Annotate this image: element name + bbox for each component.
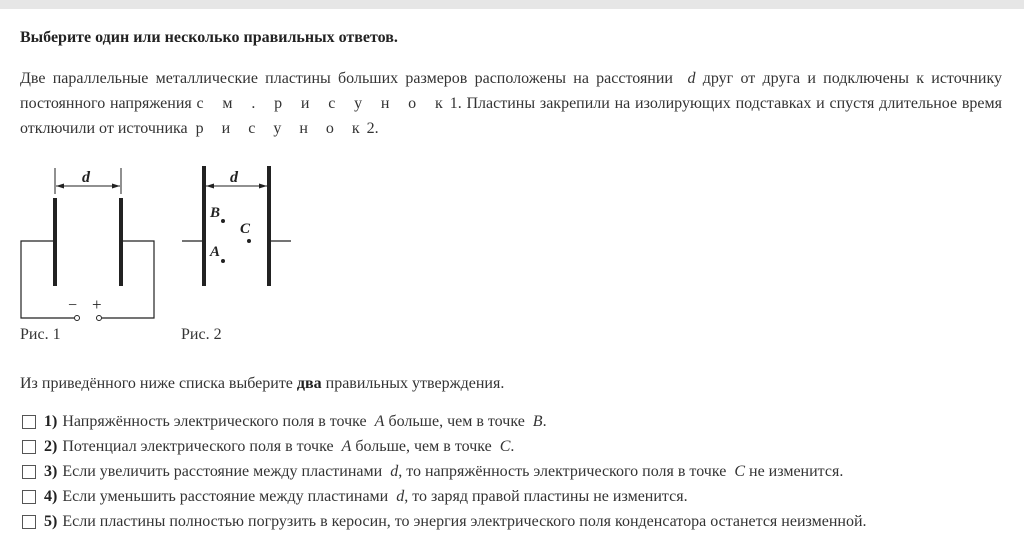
problem-part-1: Две параллельные металлические пластины больших размеров расположены на расстоянии [20,70,673,87]
option-var: C [499,437,511,455]
fig2-number: 2. [366,120,379,137]
option-5[interactable] [22,509,867,534]
option-var: A [341,437,352,455]
fig2-label-d: d [230,169,238,186]
minus-sign: − [68,297,78,314]
top-bar [0,0,1024,9]
see-figure-ref: с м . р и с у н о к [196,95,450,112]
option-number: 1) [44,412,58,430]
option-4[interactable] [22,484,867,509]
option-text: , то заряд правой пластины не изменится. [404,487,688,505]
point-C-label: C [240,221,251,237]
option-number: 2) [44,437,58,455]
option-text: Напряжённость электрического поля в точке [62,412,367,430]
point-A [221,259,225,263]
option-1[interactable] [22,409,867,434]
caption-fig-2: Рис. 2 [181,326,222,343]
selection-instruction [20,375,504,393]
option-5-checkbox[interactable] [22,515,36,529]
answer-options [22,409,867,534]
point-B [221,219,225,223]
option-text: больше, чем в точке [388,412,525,430]
option-number: 5) [44,512,58,530]
option-number: 4) [44,487,58,505]
option-text: Потенциал электрического поля в точке [62,437,334,455]
var-d: d [687,70,696,87]
figure-1 [21,168,154,321]
option-3[interactable] [22,459,867,484]
capacitor-figure [10,158,310,323]
instruction-pre: Из приведённого ниже списка выберите [20,375,293,392]
instruction-count: два [296,375,322,392]
option-4-checkbox[interactable] [22,490,36,504]
option-2[interactable] [22,434,867,459]
option-3-checkbox[interactable] [22,465,36,479]
option-text: больше, чем в точке [355,437,492,455]
caption-fig-1: Рис. 1 [20,326,61,343]
task-instruction: Выберите один или несколько правильных ответов. [20,29,398,46]
option-var: d [396,487,405,505]
point-C [247,239,251,243]
point-B-label: B [210,205,221,221]
problem-text [20,66,1002,141]
plus-sign: + [92,295,102,314]
problem-part-2: друг от друга и подключены к источнику постоянного напряжения [20,70,1003,112]
option-1-checkbox[interactable] [22,415,36,429]
option-text: . [542,412,547,430]
option-var: B [532,412,543,430]
option-var: C [734,462,745,480]
option-text: , то напряжённость электрического поля в точке [398,462,727,480]
option-text: не изменится. [749,462,844,480]
fig1-number: 1. [449,95,462,112]
option-var: A [374,412,385,430]
option-var: d [390,462,399,480]
option-text: Если увеличить расстояние между пластинами [62,462,383,480]
instruction-post: правильных утверждения. [325,375,505,392]
problem-part-3: Пластины закрепили на изолирующих подставках и спустя длительное время отключили от источника [20,95,1003,137]
fig1-label-d: d [82,169,90,186]
point-A-label: A [210,244,221,260]
see-figure-ref-2: р и с у н о к [195,120,367,137]
option-text: Если пластины полностью погрузить в керосин, то энергия электрического поля конденсатора останется неизменной. [62,512,867,530]
option-number: 3) [44,462,58,480]
option-2-checkbox[interactable] [22,440,36,454]
option-text: Если уменьшить расстояние между пластинами [62,487,389,505]
option-text: . [510,437,515,455]
